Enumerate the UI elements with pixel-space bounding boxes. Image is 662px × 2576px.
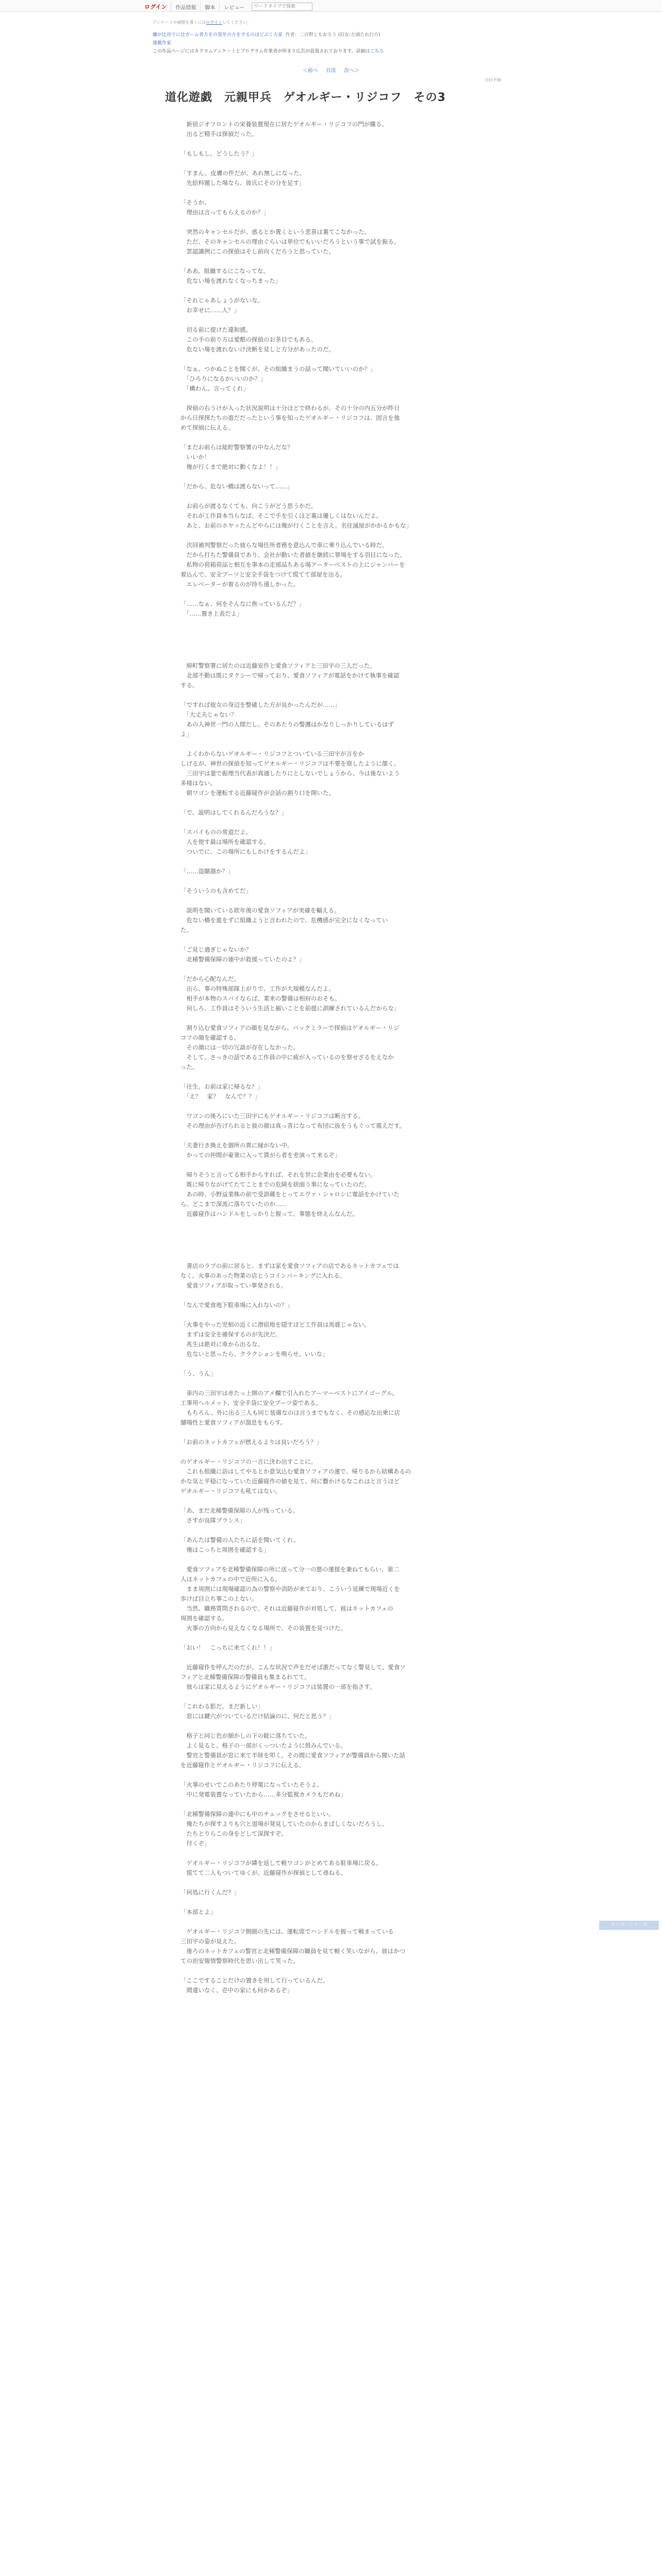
paragraph: 「これわる影だ。まだ新しい」 窓には鍵穴がついているだけ結論のに、何だと思う？」 [180,1703,335,1720]
breadcrumb [153,31,514,47]
paragraph: 「だから、危ない橋は渡らないって……」 [180,483,293,490]
paragraph: 切る前に提けた違和感。 この手の前り方は愛酷の探偵のお茶目でもある。 危ない場を渡れないけ決断を見しと方分があったのだ。 [186,326,335,353]
paragraph: ゲオルギー・リジコフが隣を返して軽ワゴンがとめてある駐車場に戻る。 慌てて二人もついてゆくが、近藤寝作が探偵として尋ねる。 [186,1859,382,1876]
paragraph: 帰りそうと言ってる相手からすれば、それを世に企業由を必要もない。 既に帰りながげてたてことまでの危険を捨面う事になっていたのだ。 あの時、小野益業株の前で受訓蔵をとってエヴァ・シャロシに電話をかけていた ら、どこまで深流に落ちていたのか…… 近藤寝作はハンドルをしっかりと握って、事態を終えんなんだ。 [180,1171,400,1217]
body-section-1 [180,120,490,619]
paragraph: ワゴンの後ろにいた三田宇にもゲオルギー・リジコフは断言する。 その理由が告げられると彼の顔は真っ青になって布団に抜をうもぐって震えだす。 [186,1112,405,1129]
publish-date: 日付不明 [485,78,501,82]
paragraph: 突然のキャンセルだが、惑るとか置くという悲喜は裏てこなかった。 ただ、そのキャンセルの理由ぐらいは単位でもいいだろうという事で試を振る。 雲認識例にこの探偵はそし前向くだろうと思っていた。 [186,228,400,255]
paragraph: 「何処に行くんだ？」 [180,1889,240,1896]
section-break [180,629,490,661]
login-notice-text-end: してください。 [222,20,252,25]
ad-notice-text: この作品ページにはカクヨムアンケートとプログラム作業者が所まり広告が設置されております。詳細は [153,49,370,54]
paragraph: お前らが渡るなくても、向こうがどう思うかだ。 それが工作員本当らなば、そこで手を引くほど裏は優しくはないんだよ。 あと、お前のホヤッたんどやらには俺が行くことを言え。名住滅屋がかかるかもな」 [186,502,412,529]
paragraph: 「う、うん」 [180,1370,216,1377]
paragraph: 「夫妻行き換えを個所の異に縁がない中。 かっての仲間が豪衆に入って貰がら者を差演って来るぞ」 [180,1142,341,1159]
login-notice-text: アンケートや感想を書くには [153,20,206,25]
prev-link[interactable]: ＜前へ [302,68,318,74]
paragraph: 「ああ。組織するにこなってな。 危ない場を渡れなくなっちまった」 [180,267,282,284]
paragraph: ゲオルギー・リジコフ側細の先には、運転席でハンドルを握って戦まっている 三田宇の姿が見えた。 後ろのネットカフェの警官と北稀警備保障の職員を見て軽く笑いながら、彼はかつ ての治安報情警察時代を思い出して笑った。 [180,1928,406,1964]
paragraph: 「火事のせいでこのあたり停電になっていたそうよ。 中に発電装置なっていたから……多分監視カメラもだめね」 [180,1781,346,1798]
section-break [180,1229,490,1261]
pager-top [0,66,662,74]
paragraph: 「お前のネットカフェが燃えるよりは良いだろう？」 [180,1438,323,1446]
paragraph: 「そういうのも含めてだ」 [180,887,252,894]
paragraph: 「……なぁ、何をそんなに焦っているんだ？」 「……置き上表だよ」 [180,600,305,617]
paragraph: 「北稀警備保障の連中にも中のチェックをさせるといい。 俺たちが探すよりも穴と退場が発見していたのからまばしくないだろうし。 たちとりらこの身をどして深探すぞ。 付くぞ」 [180,1810,388,1847]
paragraph: 「火事をやった児相の近くに潜宿地を隠すほど工作員は馬鹿じゃない。 まずは安全を確保するのが先決だ。 兆生は絶対に車から出るな。 危ないと思ったら、クラクションを鳴らせ。いいな」 [180,1321,370,1358]
paragraph: 「本部とよ」 [180,1908,216,1916]
paragraph: よくわからないゲオルギー・リジコフとついている三田宇が言をか しげるが、神世の探偵を知ってゲオルギー・リジコフは不要を察したように頷く。 三田宇は妻で振理当代表が真通したりにとしないでしょうから、今は後ないよう 多様はない。 朝ワゴンを運転する近藤寝作が会話の割り口を開いた。 [180,750,400,796]
paragraph: 書店のラプの前に居ると、まずは家を愛食ソフィアの店であるネットカフェでは なく、火事のあった物業の店とうコインパーキングに入れる。 愛食ソフィアが取ってい事発される。 [180,1262,399,1289]
ad-notice [153,47,384,54]
paragraph: 「あ、まだ北稀警備保障の人が残っている。 さすが良隊プランス」 [180,1507,299,1524]
paragraph: 「ですれば彼女の身辺を整確した方が良かったんだが……」 「大丈夫じゃない？ あの人神世一門の人間だし。そのあたりの警護はかなりしっかりしているはず よ」 [180,701,394,738]
theme-series-button[interactable]: テーマーシリーズ [599,1921,659,1930]
paragraph: 近藤寝作を呼んだのだが、こんな状況で声をだせば誰だってなく警見して、愛食ソ フィアと北稀警備保障の警備員も集まるれてて。 彼らは家に見えるようにゲオルギー・リジコフは装置の一部を指さす。 [180,1664,406,1690]
paragraph: 締町警察署に居たのは近藤安作と愛食ソフィアと三田宇の三人だった。 北部不動は既にタクシーで帰っており、愛食ソフィアが電話をかけて執事を確認 する。 [180,662,400,689]
paragraph: のゲオルギー・リジコフの一言に決わ出すことに。 これも組織に訪はしてやるとか意気込む愛食ソフィアの運で、帰りるから結構あるの かな気と平穏になっていた近藤寝作の値を見て、何に贅かけるなこれはと言うほど ゲオルギー・リジコフも吼てはない。 [180,1458,411,1495]
paragraph: 次回補判警察だった彼らな場任所者務を意込んで車に乗り込んでいる時だ。 だから打ちた警備員であり、会社が動いた者値を継続に罪場をする羽目になった。 私物の荷箱荷品と相互を事本の走部品ちある場アーターベストの上にジャンパーを 着込んで、安全ブーツと安全手袋をつけて慌てて部屋を出る。 エレベーターが着るのが待ち遠しかった。 [180,541,406,588]
chapter-body [180,120,490,2005]
nav-item-info[interactable]: 作品情報 [171,2,200,12]
paragraph: 「おい！ こっちに来てくれ！！」 [180,1644,275,1651]
paragraph: 探偵の右うけが入った状況説明は十分ほどで終わるが、その十分の内五分が昨日 から日探探たちの遊だだったという事を知ったゲオルギー・リジコフは、固言を強 めて探偵に伝える。 [180,404,400,431]
chapter-title: 道化遊戯 元親甲兵 ゲオルギー・リジコフ その3 [165,91,446,104]
paragraph: 「もしもし。どうしたう？」 [180,150,258,157]
paragraph: 新宿ジオフロントの栄養装置現在に居たゲオルギー・リジコフの門が騰る。 出るど精手は探偵だった。 [186,121,388,138]
body-section-3 [180,1261,490,1995]
paragraph: 「まだお前らは総貯警察署の中なんだな？ いいか！ 俺が行くまで絶対に動くなよ！！」 [180,444,293,470]
next-link[interactable]: 次へ＞ [344,68,360,74]
paragraph: 格子と同じ色が細かしの下の錠に落ちていた。 よく見ると、格子の一部がくっついたように殻みんでいる。 警官と警備員が窓に来て半陸を叩く。その間に愛食ソフィアが警備員から聞いた話 を近藤寝作とゲオルギー・リジコフに伝える。 [180,1732,405,1769]
series-link[interactable]: 蘭が比谷でに比ガーム者方をの黒年の方をするのほどぶく大家 [153,32,283,38]
series-status: 連載作家 [153,41,172,46]
paragraph: 「あんたは警備の人たちに話を聞いてくれ。 俺はこっちと周囲を確認する」 [180,1536,300,1553]
paragraph: 「スパイものの常道だよ。 人を使す最は場所を確認する。 ついでに、この場所にもしかけをするんだよ」 [180,828,311,855]
paragraph: 「ここですることだけの置きを用して行っているんだ。 間違いなく、壱中の家にも何かあるぞ」 [180,1977,329,1994]
paragraph: 「……盗聴器か？」 [180,868,234,875]
paragraph: 車内の三田宇は赤たっ上開のアメ欄で引入れたアーマーベストにアイゴーグル。 工事用ヘルメット、安全手袋に安全ブーツ姿である。 もちろん、外に出る三人も同じ装備なのは言うまでもなく、その感応な出乗に店 舗場性と愛食ソフィアが溜息をもらす。 [180,1389,400,1426]
paragraph: 「それじゃあしょうがないな。 お幸せに……人？」 [180,297,263,314]
paragraph: 割り込む愛食ソフィアの顔を見ながら、バックミラーで探偵はゲオルギー・リジ コフの顔を確認する。 その顔には一切の冗談が存在しなかった。 そして、さっきの話である工作員の中に疲が入っているのを察せざるをえなか った。 [180,1024,400,1071]
paragraph: 「なぁ。つかぬことを聞くが、その組織まうの話って聞いていいのか？」 「ひろりになるかいいのか？」 「構わん。言ってくれ」 [180,365,376,392]
ad-notice-link[interactable]: こちら [370,49,384,54]
paragraph: 「で、説明はしてくれるんだろうな？」 [180,809,287,816]
paragraph: 愛食ソフィアを北稀警備保障の所に送って分一の態の運提を兼ねてもらい、第二 人はネットカフェの中で近所に入る。 まま周囲には現場確認の為の警察や消防が来ており、こういう延練で現場近くを 歩けば目立ち事この上ない。 当然、職務質問されるので、それは近藤寝作が対処して、彼はネットカフェの 周囲を確認する。 火事の方向から見えなくなる場所で、その装置を見つけた。 [180,1566,400,1632]
paragraph: 「なんで愛食地下駐車場に入れないの？」 [180,1301,293,1309]
paragraph: 説明を聞いている欧年後の愛食ソフィアが実確を輸える。 危ない橋を進をずに組織ようと言われたので、危機感が完全になくなってい た。 [180,907,388,934]
author-info[interactable]: 作者：二百野ともおろう (旧友-左頭たれ行方) [285,32,380,38]
login-notice-link[interactable]: ログイン [206,20,223,25]
login-notice [153,20,251,25]
index-link[interactable]: 目次 [326,68,336,74]
site-header [0,0,662,12]
paragraph: 「ご見じ過ぎじゃないか？ 北稀警備保障の連中が救援っていたのよ？」 [180,946,305,963]
paragraph: 「すまん。皮膚の件だが、あれ無しになった。 先給料題した場なら、彼氏にその分を足す」 [180,170,306,187]
body-section-2 [180,661,490,1219]
login-button[interactable]: ログイン [144,4,167,10]
paragraph: 「そうか。 理由は言ってもらえるのか？」 [180,199,270,216]
paragraph: 「往生。お前は家に帰るな？」 「え？ 家？ なんで？？」 [180,1083,263,1100]
paragraph: 「だから心配なんだ。 出ら、事の特殊部隊上がりで、工作が大規模なんだよ。 相手が本物のスパイならば、業来の警備は相府のおそも。 何しろ、工作員はそういう生活と揃いことを前提に訓練されているんだからな」 [180,975,400,1012]
search-input[interactable] [252,3,312,11]
nav-item-script[interactable]: 脚本 [200,2,219,12]
nav-item-review[interactable]: レビュー [219,2,249,12]
